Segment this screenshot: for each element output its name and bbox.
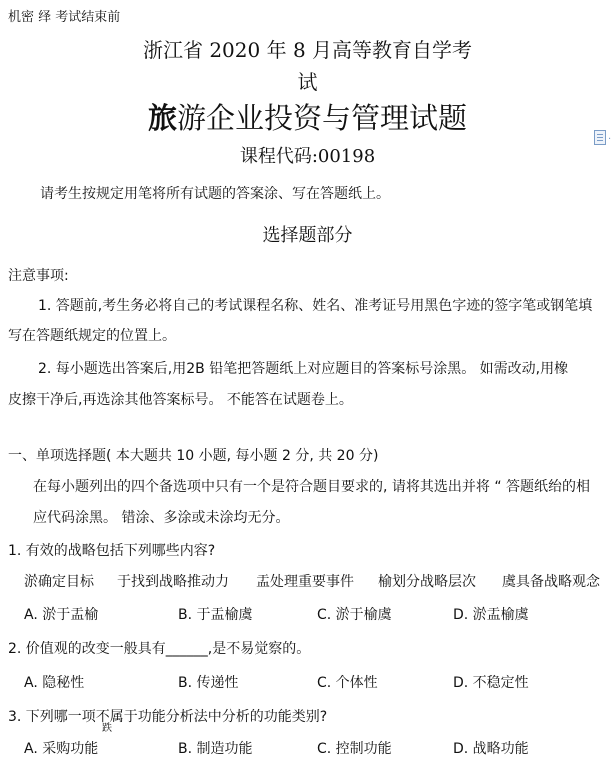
- instruction-text: 请考生按规定用笔将所有试题的答案涂、写在答题纸上。: [40, 186, 390, 202]
- question-2-option-a: A. 隐秘性: [24, 675, 85, 691]
- question-1-item: 虞具备战略观念: [502, 574, 600, 590]
- question-2-option-b: B. 传递性: [178, 675, 239, 691]
- question-3-option-b: B. 制造功能: [178, 741, 253, 757]
- question-2-stem: 2. 价值观的改变一般具有______,是不易觉察的。: [8, 641, 311, 657]
- question-2-option-d: D. 不稳定性: [453, 675, 529, 691]
- section-title: 选择题部分: [262, 225, 353, 246]
- subject-title-rest: 游企业投资与管理试题: [177, 101, 468, 135]
- question-3-option-c: C. 控制功能: [317, 741, 392, 757]
- question-1-option-d: D. 淤盂榆虞: [453, 607, 529, 623]
- question-3-stray-char: 跌: [102, 723, 112, 734]
- exam-title-line2: 试: [297, 70, 318, 94]
- question-1-option-b: B. 于盂榆虞: [178, 607, 253, 623]
- exam-title-line1: 浙江省 2020 年 8 月高等教育自学考: [142, 38, 473, 62]
- question-1-item: 盂处理重要事件: [256, 574, 354, 590]
- subject-title-bold: 旅: [147, 101, 177, 135]
- notes-heading: 注意事项:: [8, 268, 69, 284]
- part1-desc-line-1: 在每小题列出的四个备选项中只有一个是符合题目要求的, 请将其选出并将 “ 答题纸绐的相: [33, 479, 591, 495]
- question-3-stem: 3. 下列哪一项不属于功能分析法中分析的功能类别?: [8, 709, 328, 725]
- question-2-option-c: C. 个体性: [317, 675, 378, 691]
- note-2-line-2: 皮擦干净后,再选涂其他答案标号。 不能答在试题卷上。: [8, 392, 353, 408]
- subject-title: [0, 96, 615, 137]
- question-1-item: 榆划分战略层次: [378, 574, 476, 590]
- document-icon[interactable]: [594, 130, 606, 145]
- document-icon-arrow: ·: [608, 134, 612, 145]
- question-1-option-a: A. 淤于盂榆: [24, 607, 99, 623]
- question-1-item: 淤确定目标: [24, 574, 94, 590]
- course-code: 课程代码:00198: [239, 146, 376, 167]
- note-2-line-1: 2. 每小题选出答案后,用2B 铅笔把答题纸上对应题目的答案标号涂黑。 如需改动,用橡: [38, 361, 569, 377]
- note-1-line-1: 1. 答题前,考生务必将自己的考试课程名称、姓名、准考证号用黑色字迹的签字笔或钢笔填: [38, 298, 593, 314]
- question-1-stem: 1. 有效的战略包括下列哪些内容?: [8, 543, 216, 559]
- question-3-option-d: D. 战略功能: [453, 741, 529, 757]
- question-1-item: 于找到战略推动力: [117, 574, 229, 590]
- question-3-option-a: A. 采购功能: [24, 741, 99, 757]
- secret-mark: 机密 绎 考试结束前: [8, 10, 121, 25]
- question-1-option-c: C. 淤于榆虞: [317, 607, 392, 623]
- note-1-line-2: 写在答题纸规定的位置上。: [8, 328, 176, 344]
- part1-heading: 一、单项选择题( 本大题共 10 小题, 每小题 2 分, 共 20 分): [8, 448, 379, 464]
- part1-desc-line-2: 应代码涂黑。 错涂、多涂或未涂均无分。: [33, 510, 290, 526]
